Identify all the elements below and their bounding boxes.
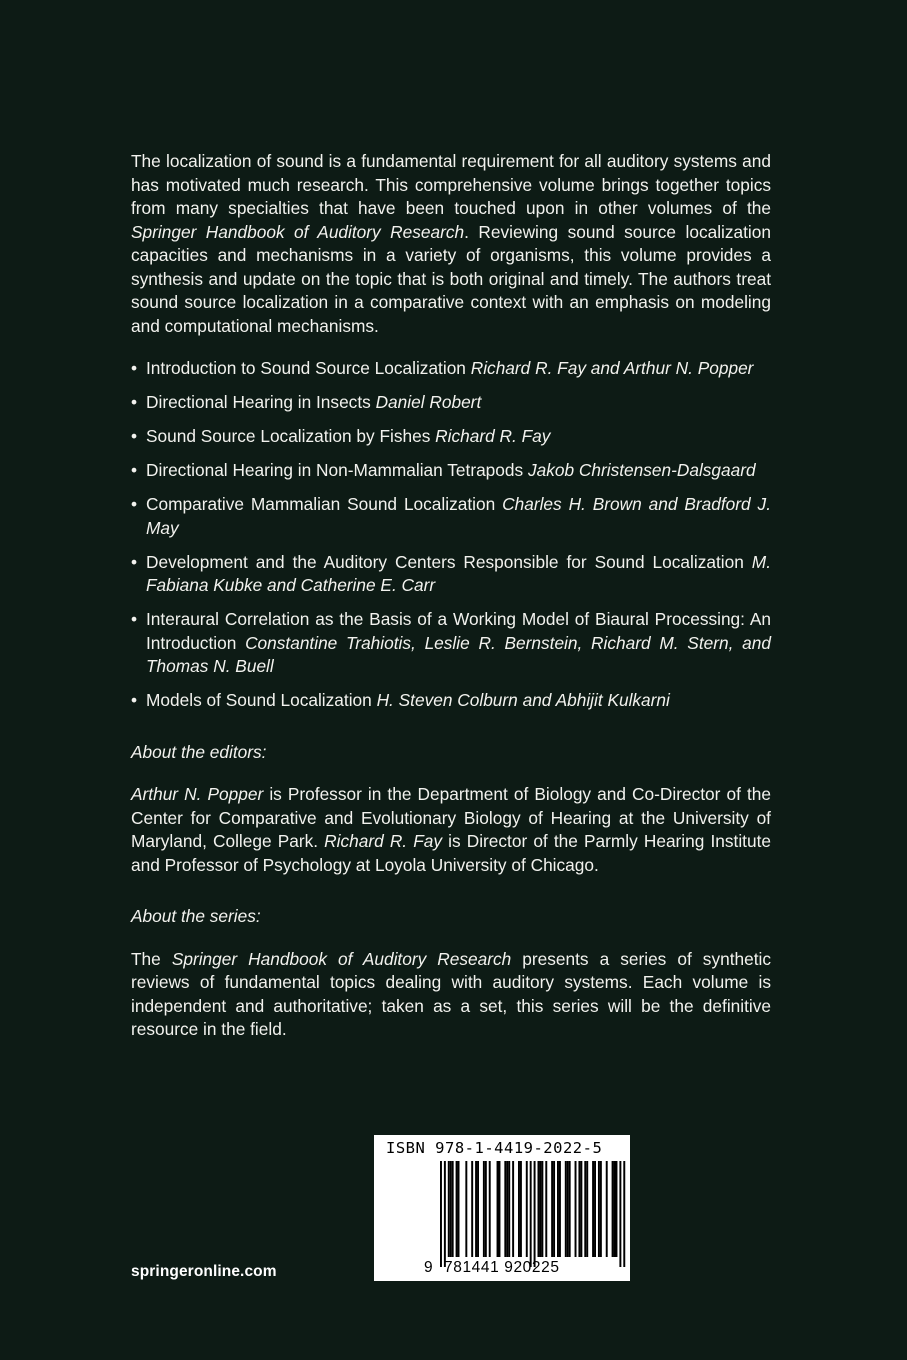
barcode-bar [483,1161,485,1257]
bullet-icon: • [131,460,138,480]
chapter-authors: M. Fabiana Kubke and Catherine E. Carr [146,551,771,595]
barcode-bar [619,1161,621,1267]
chapter-item [131,425,771,449]
editors-paragraph [131,783,771,877]
chapter-title: Directional Hearing in Non-Mammalian Tetrapods [146,460,524,480]
editor-name-1: Arthur N. Popper [131,784,264,804]
intro-series-title: Springer Handbook of Auditory Research [131,221,465,242]
chapter-list [131,357,771,713]
barcode-bar [565,1161,567,1257]
bullet-icon: • [131,690,138,710]
barcode-bar [616,1161,618,1257]
editors-heading: About the editors: [131,741,267,762]
publisher-website: springeronline.com [131,1263,277,1280]
editor-name-2: Richard R. Fay [324,831,443,851]
chapter-item [131,493,771,540]
barcode-bar [477,1161,479,1257]
barcode-bar [539,1161,541,1257]
barcode-bar [444,1161,446,1267]
barcode-bar [545,1161,547,1257]
back-cover-text [131,150,771,1042]
chapter-item [131,391,771,415]
barcode-bar [614,1161,616,1257]
barcode-bar [612,1161,614,1257]
intro-text-2: . Reviewing sound source localization capacities and mechanisms in a variety of organisms, this volume provides a synthesis and update on the topic that is both original and timely. The authors treat sound source localization in a comparative context with an emphasis on modeling and computational mechanisms. [131,221,771,336]
chapter-authors: Richard R. Fay [435,426,551,446]
barcode-bar [584,1161,586,1257]
barcode-bar [456,1161,458,1257]
bullet-icon: • [131,426,138,446]
chapter-authors: Richard R. Fay and Arthur N. Popper [470,358,754,378]
chapter-authors: Jakob Christensen-Dalsgaard [527,460,756,480]
ean-digits: 781441 920225 [444,1259,560,1276]
barcode-bar [551,1161,553,1257]
ean-first-digit: 9 [424,1259,433,1276]
barcode-bar [497,1161,499,1257]
intro-text-1: The localization of sound is a fundamental requirement for all auditory systems and has motivated much research. This comprehensive volume brings together topics from many specialties that have been touched upon in other volumes of the [131,151,771,218]
editor-bio-1: is Professor in the Department of Biology and Co-Director of the Center for Comparative and Evolutionary Biology of Hearing at the University of Maryland, College Park. [131,784,771,851]
chapter-title: Sound Source Localization by Fishes [146,426,431,446]
barcode-bar [569,1161,571,1257]
barcode-bar [506,1161,508,1257]
chapter-authors: Daniel Robert [375,392,482,412]
bullet-icon: • [131,392,138,412]
chapter-title: Development and the Auditory Centers Responsible for Sound Localization [146,551,744,572]
bullet-icon: • [131,609,138,629]
barcode-bar [600,1161,602,1257]
barcode-bar [580,1161,582,1257]
barcode-bar [598,1161,600,1257]
series-paragraph [131,948,771,1042]
bullet-icon: • [131,358,138,378]
chapter-title: Models of Sound Localization [146,690,372,710]
chapter-authors: H. Steven Colburn and Abhijit Kulkarni [376,690,670,710]
barcode-bar [538,1161,540,1257]
barcode-bar [557,1161,559,1257]
barcode-bar [520,1161,522,1257]
barcode-bar [489,1161,491,1257]
chapter-item [131,608,771,679]
barcode-bar [504,1161,506,1257]
barcode-bar [567,1161,569,1257]
barcode-bar [606,1161,608,1257]
barcode-label [374,1135,630,1281]
series-heading: About the series: [131,906,261,926]
barcode-bar [458,1161,460,1257]
barcode-bar [623,1161,625,1267]
isbn-number: ISBN 978-1-4419-2022-5 [386,1139,603,1157]
barcode-bar [534,1161,536,1267]
barcode-bar [518,1161,520,1257]
chapter-item [131,459,771,483]
chapter-authors: Charles H. Brown and Bradford J. May [146,494,771,538]
chapter-title: Interaural Correlation as the Basis of a Working Model of Biaural Processing: An Introduction [146,609,771,653]
barcode-bar [465,1161,467,1257]
chapter-title: Directional Hearing in Insects [146,392,371,412]
barcode-bar [508,1161,510,1257]
barcode-bar [450,1161,452,1257]
intro-paragraph [131,150,771,338]
editor-bio-2: is Director of the Parmly Hearing Institute and Professor of Psychology at Loyola University of Chicago. [131,831,771,875]
barcode-bar [559,1161,561,1257]
series-title: Springer Handbook of Auditory Research [171,948,512,969]
barcode-bar [485,1161,487,1257]
barcode-bar [440,1161,442,1267]
chapter-item [131,689,771,713]
chapter-item [131,357,771,381]
barcode-bar [526,1161,528,1257]
barcode-bar [530,1161,532,1267]
bullet-icon: • [131,551,138,572]
barcode-bar [575,1161,577,1257]
barcode-bar [512,1161,514,1257]
barcode-bar [541,1161,543,1257]
barcode-bar [499,1161,501,1257]
barcode-bar [475,1161,477,1257]
barcode-bar [594,1161,596,1257]
chapter-title: Comparative Mammalian Sound Localization [146,494,496,514]
series-text: presents a series of synthetic reviews of fundamental topics dealing with auditory systems. Each volume is independent and authoritative; taken as a set, this series will be the definitive resource in the field. [131,948,772,1039]
barcode-bar [586,1161,588,1257]
bullet-icon: • [131,494,138,514]
barcode-bar [553,1161,555,1257]
series-pre: The [131,948,172,969]
chapter-authors: Constantine Trahiotis, Leslie R. Bernstein, Richard M. Stern, and Thomas N. Buell [146,632,771,676]
chapter-item [131,551,771,598]
barcode-bar [448,1161,450,1257]
barcode-bar [578,1161,580,1257]
barcode-bar [452,1161,454,1257]
barcode-bar [471,1161,473,1257]
barcode-bar [592,1161,594,1257]
chapter-title: Introduction to Sound Source Localization [146,358,466,378]
